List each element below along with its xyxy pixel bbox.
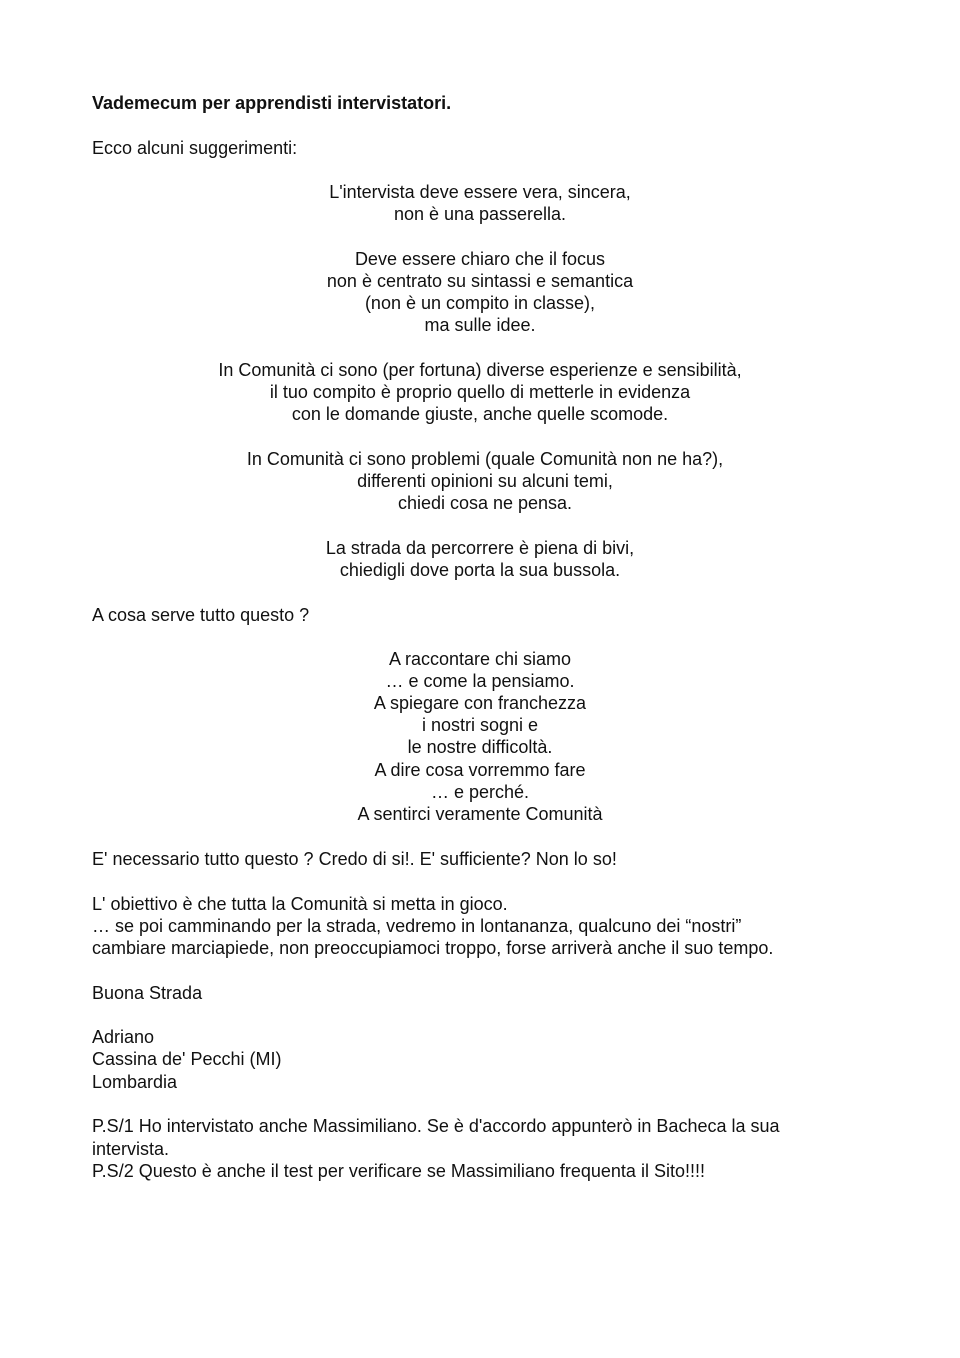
stanza-line: In Comunità ci sono (per fortuna) diverse esperienze e sensibilità,	[218, 360, 742, 380]
question-text: A cosa serve tutto questo ?	[92, 605, 310, 625]
stanza-line: i nostri sogni e	[421, 715, 539, 735]
stanza-line: chiedi cosa ne pensa.	[397, 493, 573, 513]
stanza-line: differenti opinioni su alcuni temi,	[357, 471, 613, 491]
necessity-text: E' necessario tutto questo ? Credo di si!. E' sufficiente? Non lo so!	[92, 849, 617, 869]
stanza-line: con le domande giuste, anche quelle scomode.	[291, 404, 669, 424]
stanza-line: (non è un compito in classe),	[364, 293, 596, 313]
stanza-line: A spiegare con franchezza	[373, 693, 587, 713]
postscript-line: P.S/1 Ho intervistato anche Massimiliano. Se è d'accordo appunterò in Bacheca la sua	[92, 1116, 780, 1136]
document-title: Vademecum per apprendisti intervistatori.	[92, 93, 452, 113]
objective-line: … se poi camminando per la strada, vedremo in lontananza, qualcuno dei “nostri”	[92, 916, 742, 936]
signature-town: Cassina de' Pecchi (MI)	[92, 1049, 282, 1069]
stanza-line: chiedigli dove porta la sua bussola.	[339, 560, 621, 580]
stanza-line: La strada da percorrere è piena di bivi,	[325, 538, 635, 558]
objective-line: L' obiettivo è che tutta la Comunità si metta in gioco.	[92, 894, 508, 914]
objective-line: cambiare marciapiede, non preoccupiamoci troppo, forse arriverà anche il suo tempo.	[92, 938, 774, 958]
stanza-line: ma sulle idee.	[424, 315, 536, 335]
stanza-line: L'intervista deve essere vera, sincera,	[329, 182, 631, 202]
postscript-line: intervista.	[92, 1139, 170, 1159]
stanza-line: non è centrato su sintassi e semantica	[326, 271, 634, 291]
stanza-line: … e perché.	[430, 782, 530, 802]
signature-region: Lombardia	[92, 1072, 178, 1092]
greeting-text: Buona Strada	[92, 983, 203, 1003]
stanza-line: le nostre difficoltà.	[407, 737, 553, 757]
stanza-line: A raccontare chi siamo	[388, 649, 572, 669]
stanza-line: … e come la pensiamo.	[385, 671, 575, 691]
postscript-line: P.S/2 Questo è anche il test per verificare se Massimiliano frequenta il Sito!!!!	[92, 1161, 705, 1181]
stanza-line: non è una passerella.	[393, 204, 567, 224]
stanza-line: A dire cosa vorremmo fare	[374, 760, 586, 780]
stanza-line: il tuo compito è proprio quello di metterle in evidenza	[269, 382, 691, 402]
intro-text: Ecco alcuni suggerimenti:	[92, 138, 298, 158]
stanza-line: Deve essere chiaro che il focus	[354, 249, 606, 269]
stanza-line: In Comunità ci sono problemi (quale Comunità non ne ha?),	[246, 449, 724, 469]
stanza-line: A sentirci veramente Comunità	[357, 804, 603, 824]
signature-name: Adriano	[92, 1027, 155, 1047]
